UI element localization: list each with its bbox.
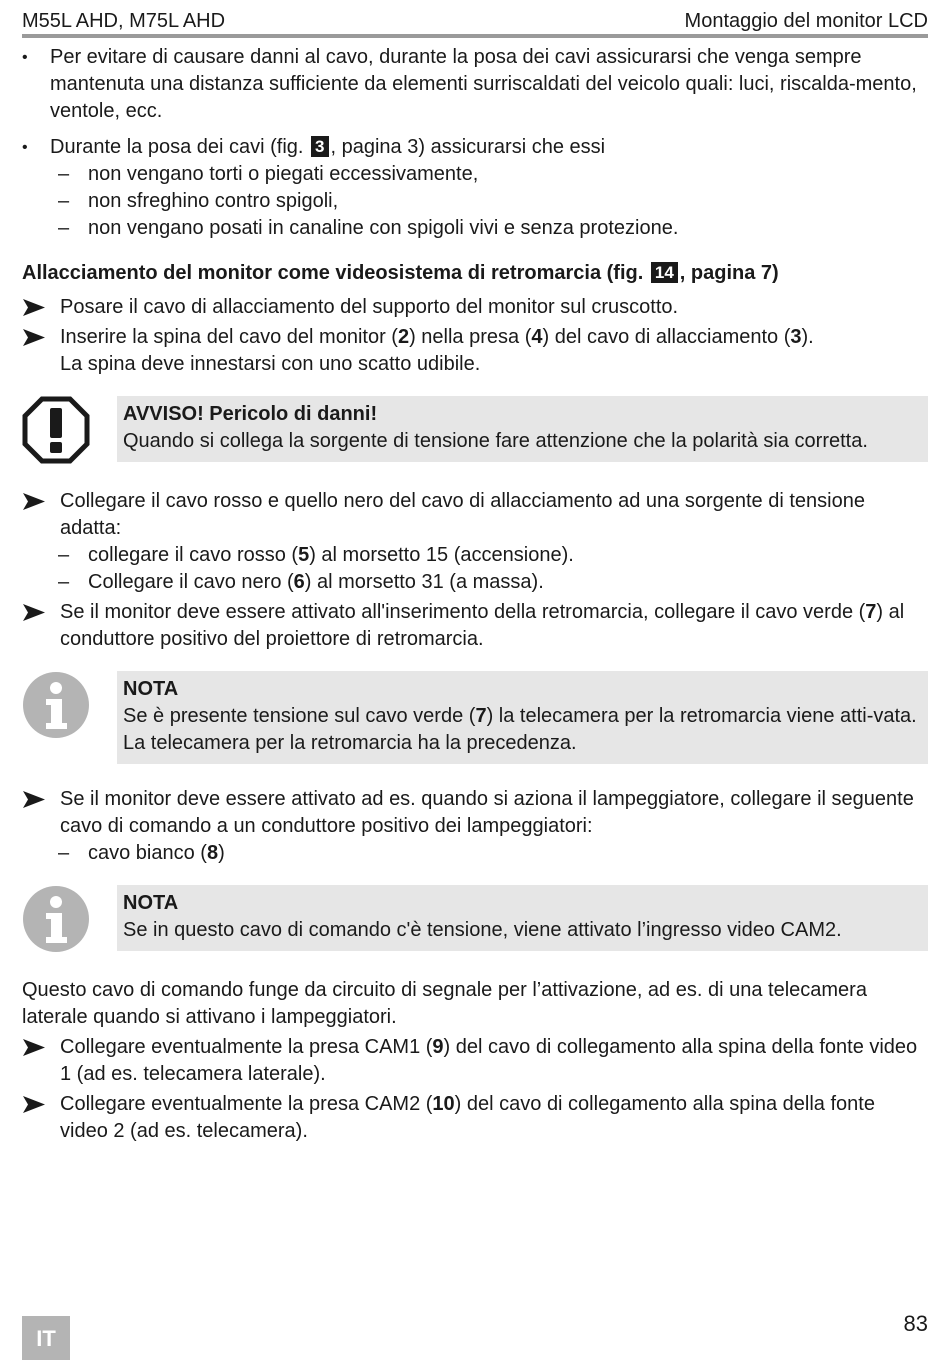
arrow-bullet-icon [22,488,46,515]
note-box: NOTA Se è presente tensione sul cavo verde (7) la telecamera per la retromarcia viene atti-vata. La telecamera per la retromarcia ha la precedenza. [117,671,928,764]
arrow-bullet-icon [22,1034,46,1061]
step-item: Collegare eventualmente la presa CAM2 (10) del cavo di collegamento alla spina della fonte video 2 (ad es. telecamera). [22,1091,928,1145]
info-icon [22,671,117,741]
arrow-bullet-icon [22,294,46,321]
warning-title: AVVISO! Pericolo di danni! [123,403,378,425]
section-heading: Allacciamento del monitor come videosistema di retromarcia (fig. 14 , pagina 7) [22,262,779,284]
note-notice [22,671,928,764]
warning-notice [22,396,928,466]
bullet-cable-heat: • Per evitare di causare danni al cavo, durante la posa dei cavi assicurarsi che venga sempre mantenuta una distanza sufficiente da elementi surriscaldati del veicolo quali: luci, riscalda-mento, ventole, ecc. [22,44,928,125]
dash-item: – cavo bianco (8) [22,840,928,867]
warning-box [117,396,928,462]
note-title: NOTA [123,892,179,914]
note-notice [22,885,928,955]
note-title: NOTA [123,678,179,700]
page-header [22,8,928,38]
info-icon [22,885,117,955]
step-item: Posare il cavo di allacciamento del supporto del monitor sul cruscotto. [22,294,928,321]
step-item: Collegare il cavo rosso e quello nero del cavo di allacciamento ad una sorgente di tensione adatta: [22,488,928,542]
language-badge: IT [22,1316,70,1360]
exclamation-octagon-icon [22,396,117,466]
body-paragraph: Questo cavo di comando funge da circuito di segnale per l’attivazione, ad es. di una telecamera laterale quando si attivano i lampeggiatori. [22,979,867,1028]
figure-ref-badge: 3 [311,136,328,157]
arrow-bullet-icon [22,786,46,813]
warning-text: Quando si collega la sorgente di tensione fare attenzione che la polarità sia corretta. [123,430,868,452]
arrow-bullet-icon [22,1091,46,1118]
dash-item: – Collegare il cavo nero (6) al morsetto 31 (a massa). [22,569,928,596]
step-item: Se il monitor deve essere attivato all'inserimento della retromarcia, collegare il cavo verde (7) al conduttore positivo del proiettore di retromarcia. [22,599,928,653]
step-item: Collegare eventualmente la presa CAM1 (9) del cavo di collegamento alla spina della fonte video 1 (ad es. telecamera laterale). [22,1034,928,1088]
dash-item: – non vengano torti o piegati eccessivamente, [22,161,928,188]
step-item: Inserire la spina del cavo del monitor (2) nella presa (4) del cavo di allacciamento (3). La spina deve innestarsi con uno scatto udibile. [22,324,928,378]
note-box [117,885,928,951]
bullet-cable-routing: • Durante la posa dei cavi (fig. 3 , pagina 3) assicurarsi che essi [22,134,928,161]
dash-item: – collegare il cavo rosso (5) al morsetto 15 (accensione). [22,542,928,569]
arrow-bullet-icon [22,599,46,626]
step-item: Se il monitor deve essere attivato ad es. quando si aziona il lampeggiatore, collegare il seguente cavo di comando a un conduttore positivo dei lampeggiatori: [22,786,928,840]
page-content [22,44,928,1148]
header-chapter: Montaggio del monitor LCD [684,10,928,32]
note-text: Se in questo cavo di comando c'è tensione, viene attivato l’ingresso video CAM2. [123,919,842,941]
page-number: 83 [903,1311,928,1336]
dash-item: – non sfreghino contro spigoli, [22,188,928,215]
header-product: M55L AHD, M75L AHD [22,10,226,32]
arrow-bullet-icon [22,324,46,351]
dash-item: – non vengano posati in canaline con spigoli vivi e senza protezione. [22,215,928,242]
figure-ref-badge: 14 [651,262,678,283]
